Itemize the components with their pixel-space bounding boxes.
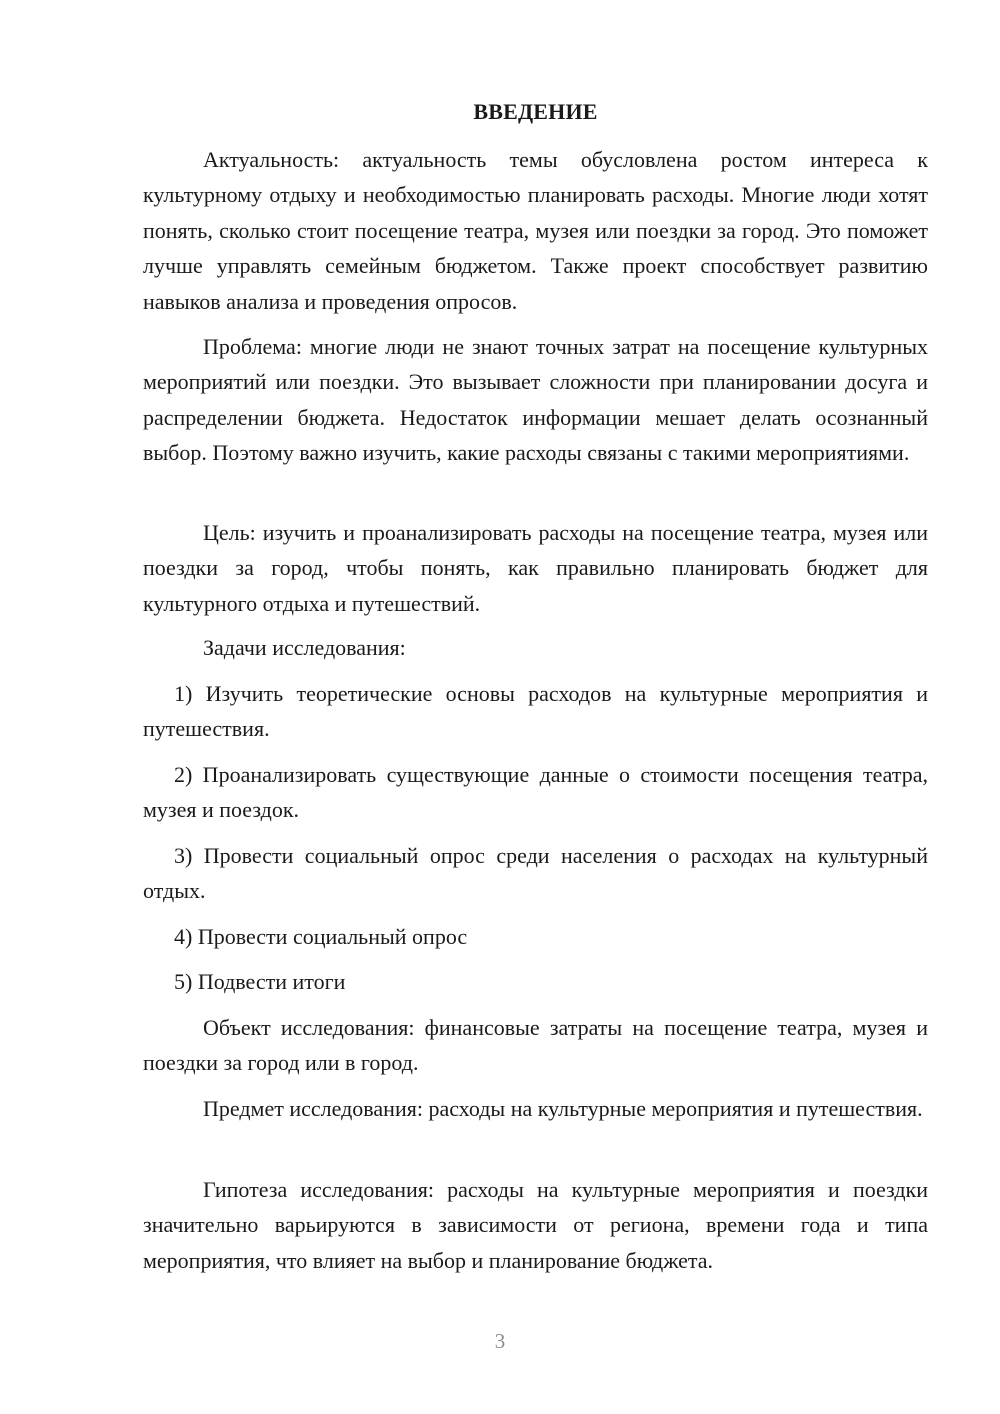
relevance-paragraph: Актуальность: актуальность темы обусловлена ростом интереса к культурному отдыху и необходимостью планировать расходы. Многие люди хотят понять, сколько стоит посещение театра, музея или поездки за город. Это поможет лучше управлять семейным бюджетом. Также проект способствует развитию навыков анализа и проведения опросов. <box>143 147 928 314</box>
tasks-title: Задачи исследования: <box>203 635 406 660</box>
hypothesis-paragraph: Гипотеза исследования: расходы на культурные мероприятия и поездки значительно варьируются в зависимости от региона, времени года и типа мероприятия, что влияет на выбор и планирование бюджета. <box>143 1177 928 1273</box>
task-item-2: 2) Проанализировать существующие данные о стоимости посещения театра, музея и поездок. <box>143 762 928 823</box>
task-item-1: 1) Изучить теоретические основы расходов на культурные мероприятия и путешествия. <box>143 681 928 742</box>
subject-paragraph: Предмет исследования: расходы на культурные мероприятия и путешествия. <box>203 1096 923 1121</box>
object-paragraph: Объект исследования: финансовые затраты на посещение театра, музея и поездки за город или в город. <box>143 1015 928 1076</box>
task-item-5: 5) Подвести итоги <box>174 969 346 994</box>
problem-paragraph: Проблема: многие люди не знают точных затрат на посещение культурных мероприятий или поездки. Это вызывает сложности при планировании досуга и распределении бюджета. Недостаток информации мешает делать осознанный выбор. Поэтому важно изучить, какие расходы связаны с такими мероприятиями. <box>143 334 928 466</box>
page-number: 3 <box>494 1329 506 1353</box>
goal-paragraph: Цель: изучить и проанализировать расходы на посещение театра, музея или поездки за город, чтобы понять, как правильно планировать бюджет для культурного отдыха и путешествий. <box>143 520 928 616</box>
page-title: ВВЕДЕНИЕ <box>473 99 598 124</box>
task-item-4: 4) Провести социальный опрос <box>174 924 468 949</box>
task-item-3: 3) Провести социальный опрос среди населения о расходах на культурный отдых. <box>143 843 928 904</box>
